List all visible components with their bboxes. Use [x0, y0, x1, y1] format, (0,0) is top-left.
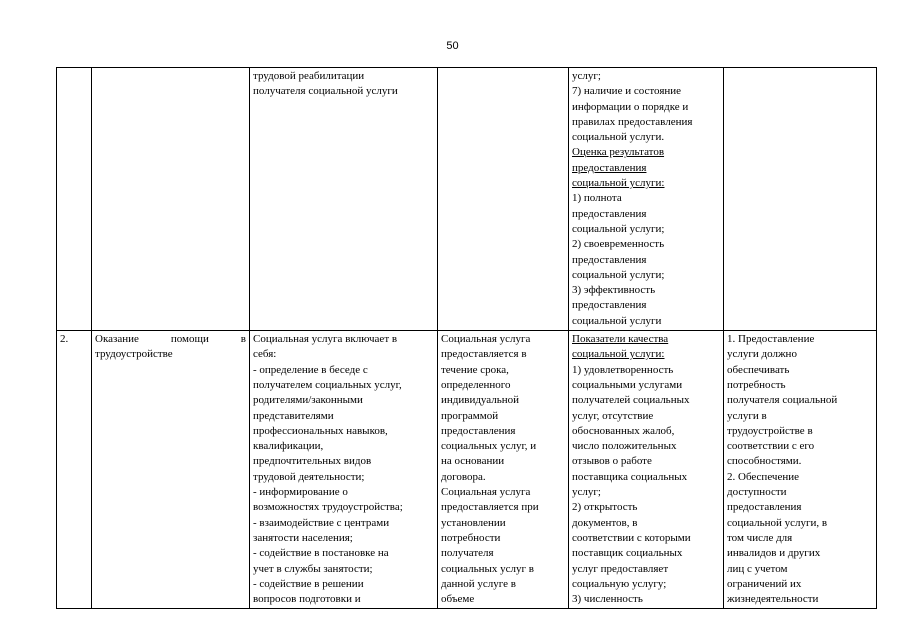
- cell-line: профессиональных навыков,: [253, 424, 388, 437]
- cell-line: соответствии с которыми: [572, 531, 691, 544]
- cell-line: получателя социальной услуги: [253, 85, 398, 98]
- cell-line: себя:: [253, 348, 277, 361]
- cell-line: обоснованных жалоб,: [572, 424, 675, 437]
- quality-indicators-cell: [569, 68, 724, 331]
- cell-line: число положительных: [572, 440, 677, 453]
- cell-line: предпочтительных видов: [253, 455, 372, 468]
- cell-line: получателя социальной: [727, 394, 838, 407]
- cell-line: квалификации,: [253, 440, 324, 453]
- cell-line: 2) открытость: [572, 501, 638, 514]
- cell-line: услуг, отсутствие: [572, 409, 654, 422]
- quality-indicators-cell: [569, 331, 724, 609]
- cell-line: ограничений их: [727, 577, 802, 590]
- cell-line: трудовой реабилитации: [253, 70, 365, 82]
- cell-line: предоставления: [572, 161, 647, 174]
- cell-line: социальной услуги:: [572, 177, 665, 190]
- cell-line: предоставляется в: [441, 348, 527, 361]
- cell-line: том числе для: [727, 531, 793, 544]
- cell-line: поставщик социальных: [572, 547, 683, 560]
- cell-line: инвалидов и других: [727, 547, 821, 560]
- cell-line: определенного: [441, 378, 511, 391]
- cell-line: доступности: [727, 486, 787, 499]
- cell-line: индивидуальной: [441, 394, 520, 407]
- cell-line: получателем социальных услуг,: [253, 378, 402, 391]
- cell-line: Социальная услуга: [441, 486, 531, 499]
- cell-line: социальной услуги;: [572, 268, 665, 281]
- cell-line: - взаимодействие с центрами: [253, 516, 390, 529]
- cell-line: социальными услугами: [572, 378, 683, 391]
- service-description-cell: [250, 331, 438, 609]
- service-conditions-cell: [724, 68, 877, 331]
- service-description-cell: [250, 68, 438, 331]
- cell-line: правилах предоставления: [572, 115, 693, 128]
- cell-line: занятости населения;: [253, 531, 353, 544]
- cell-line: предоставления: [441, 424, 516, 437]
- cell-line: объеме: [441, 593, 475, 606]
- cell-line: Оценка результатов: [572, 146, 665, 159]
- cell-line: родителями/законными: [253, 394, 363, 407]
- cell-line: получателей социальных: [572, 394, 690, 407]
- cell-line: предоставления: [572, 207, 647, 220]
- cell-line: вопросов подготовки и: [253, 593, 361, 606]
- cell-line: соответствии с его: [727, 440, 815, 453]
- cell-line: договора.: [441, 470, 486, 483]
- cell-line: на основании: [441, 455, 505, 468]
- cell-line: документов, в: [572, 516, 638, 529]
- cell-line: 2. Обеспечение: [727, 470, 799, 483]
- cell-line: услуг;: [572, 70, 601, 82]
- cell-line: 1. Предоставление: [727, 333, 815, 346]
- cell-line: социальной услуги.: [572, 131, 665, 144]
- cell-line: установлении: [441, 516, 506, 529]
- cell-line: данной услуге в: [441, 577, 516, 590]
- cell-line: предоставляется при: [441, 501, 539, 514]
- cell-line: услуги должно: [727, 348, 797, 361]
- cell-line: 3) эффективность: [572, 284, 656, 297]
- cell-line: - определение в беседе с: [253, 363, 368, 376]
- cell-line: 1) полнота: [572, 192, 622, 205]
- cell-line: программой: [441, 409, 499, 422]
- service-term-cell: [438, 331, 569, 609]
- cell-line: потребность: [727, 378, 786, 391]
- service-term-cell: [438, 68, 569, 331]
- cell-line: обеспечивать: [727, 363, 790, 376]
- cell-line: социальной услуги:: [572, 348, 665, 361]
- cell-line: лиц с учетом: [727, 562, 788, 575]
- table-row: [57, 68, 877, 331]
- service-name-cell: [92, 68, 250, 331]
- page-number: 50: [446, 40, 459, 52]
- table-row: [57, 331, 877, 609]
- cell-line: Социальная услуга включает в: [253, 333, 398, 346]
- cell-line: трудоустройстве в: [727, 424, 813, 437]
- row-number-cell: [57, 68, 92, 331]
- cell-line: услуг;: [572, 486, 601, 499]
- cell-line: способностями.: [727, 455, 802, 468]
- cell-line: социальной услуги, в: [727, 516, 828, 529]
- cell-line: - содействие в решении: [253, 577, 364, 590]
- cell-line: социальной услуги: [572, 314, 662, 327]
- cell-line: жизнедеятельности: [727, 593, 819, 606]
- cell-line: предоставления: [572, 299, 647, 312]
- cell-line: услуги в: [727, 409, 767, 422]
- cell-line: 7) наличие и состояние: [572, 85, 682, 98]
- cell-line: Показатели качества: [572, 333, 669, 346]
- cell-line: предоставления: [572, 253, 647, 266]
- service-name-cell: Оказание помощи в трудоустройстве: [92, 331, 250, 609]
- cell-line: отзывов о работе: [572, 455, 652, 468]
- cell-line: 3) численность: [572, 593, 643, 606]
- cell-line: 1) удовлетворенность: [572, 363, 674, 376]
- cell-line: возможностях трудоустройства;: [253, 501, 403, 514]
- cell-line: представителями: [253, 409, 334, 422]
- cell-line: получателя: [441, 547, 494, 560]
- cell-line: - информирование о: [253, 486, 348, 499]
- cell-line: трудовой деятельности;: [253, 470, 365, 483]
- cell-line: информации о порядке и: [572, 100, 689, 113]
- cell-line: социальную услугу;: [572, 577, 667, 590]
- cell-line: предоставления: [727, 501, 802, 514]
- cell-line: поставщика социальных: [572, 470, 688, 483]
- cell-line: социальных услуг, и: [441, 440, 537, 453]
- services-table: [56, 67, 877, 609]
- cell-line: 2) своевременность: [572, 238, 665, 251]
- service-conditions-cell: [724, 331, 877, 609]
- cell-line: потребности: [441, 531, 501, 544]
- row-number-cell: 2.: [57, 331, 92, 609]
- cell-line: течение срока,: [441, 363, 509, 376]
- cell-line: услуг предоставляет: [572, 562, 669, 575]
- cell-line: Социальная услуга: [441, 333, 531, 346]
- cell-line: социальной услуги;: [572, 222, 665, 235]
- cell-line: учет в службы занятости;: [253, 562, 373, 575]
- cell-line: социальных услуг в: [441, 562, 534, 575]
- cell-line: - содействие в постановке на: [253, 547, 389, 560]
